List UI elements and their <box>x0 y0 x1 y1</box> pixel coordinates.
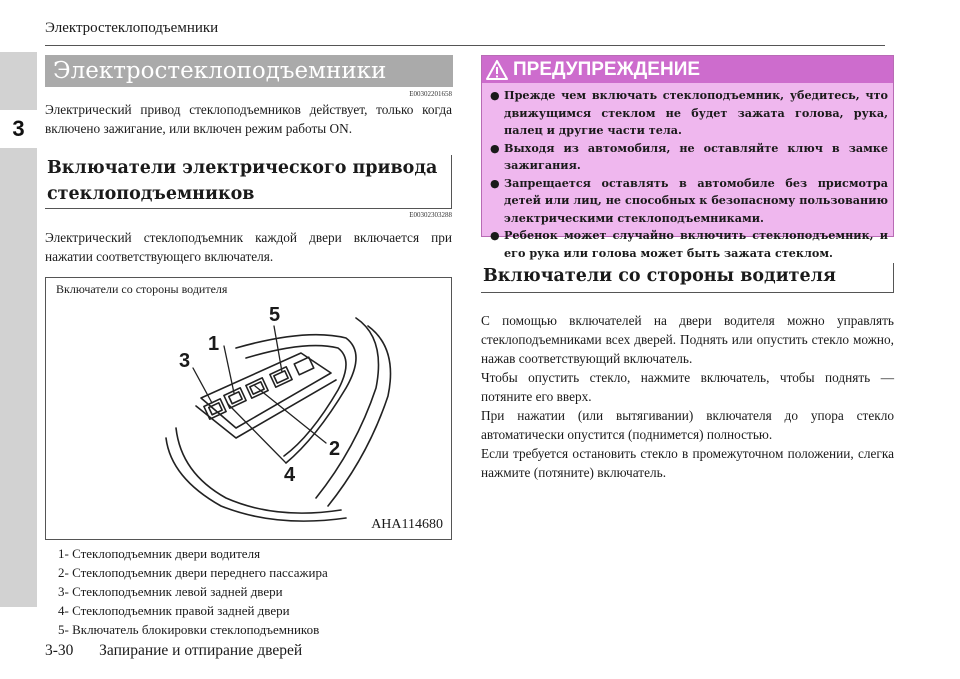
paragraph: С помощью включателей на двери водителя можно управлять стеклоподъемниками всех дверей. Поднять или опустить стекло можно, нажав соответствующий включатель. <box>481 313 894 366</box>
warning-header <box>482 56 893 83</box>
subhead-driver-switches: Включатели со стороны водителя <box>481 263 894 293</box>
figure-code: AHA114680 <box>371 517 443 532</box>
bullet-icon: ● <box>490 89 500 102</box>
section-title: Электростеклоподъемники <box>45 55 453 87</box>
footer-page-number: 3-30 <box>45 642 74 659</box>
bullet-icon: ● <box>490 141 500 155</box>
warning-box <box>481 55 894 260</box>
legend-item: 5- Включатель блокировки стеклоподъемников <box>58 622 320 637</box>
callout-2: 2 <box>329 438 341 460</box>
footer-chapter-title: Запирание и отпирание дверей <box>99 642 303 659</box>
code-e00302303288: E00302303288 <box>409 211 452 219</box>
warning-triangle-icon <box>486 60 508 80</box>
code-e00302201658: E00302201658 <box>409 90 452 98</box>
paragraph: При нажатии (или вытягивании) включателя до упора стекло автоматически опустится (поднимется) полностью. <box>481 408 894 442</box>
warning-list <box>490 87 888 262</box>
legend-item: 2- Стеклоподъемник двери переднего пассажира <box>58 565 328 580</box>
intro-paragraph: Электрический привод стеклоподъемников действует, только когда включено зажигание, или включен режим работы ON. <box>45 102 452 136</box>
callout-1: 1 <box>208 333 220 355</box>
right-paragraphs <box>481 311 894 482</box>
legend-item: 4- Стеклоподъемник правой задней двери <box>58 603 290 618</box>
running-header: Электростеклоподъемники <box>45 20 219 36</box>
switches-paragraph: Электрический стеклоподъемник каждой двери включается при нажатии соответствующего включателя. <box>45 230 452 264</box>
warning-item: ● Запрещается оставлять в автомобиле без присмотра детей или лиц, не способных к безопасному пользованию электрическими стеклоподъемниками. <box>490 175 888 228</box>
figure-legend <box>58 544 328 639</box>
warning-item: ● Прежде чем включать стеклоподъемник, убедитесь, что движущимся стеклом не будет зажата голова, рука, палец и другие части тела. <box>490 87 888 140</box>
door-switch-illustration <box>46 278 451 539</box>
callout-5: 5 <box>269 304 281 326</box>
paragraph: Чтобы опустить стекло, нажмите включатель, чтобы поднять — потяните его вверх. <box>481 370 894 404</box>
warning-title: ПРЕДУПРЕЖДЕНИЕ <box>513 58 701 80</box>
header-rule <box>45 45 885 46</box>
warning-item: ● Выходя из автомобиля, не оставляйте ключ в замке зажигания. <box>490 140 888 175</box>
warning-item: ● Ребенок может случайно включить стеклоподъемник, и его рука или голова может быть зажата стеклом. <box>490 227 888 262</box>
figure-caption: Включатели со стороны водителя <box>56 282 228 296</box>
chapter-tab: 3 <box>0 110 37 148</box>
footer <box>45 642 302 660</box>
bullet-icon: ● <box>490 176 500 190</box>
subhead-switches: Включатели электрического привода стеклоподъемников <box>45 155 452 209</box>
callout-3: 3 <box>179 350 191 372</box>
legend-item: 1- Стеклоподъемник двери водителя <box>58 546 261 561</box>
callout-4: 4 <box>284 464 296 486</box>
paragraph: Если требуется остановить стекло в промежуточном положении, слегка нажмите (потяните) включатель. <box>481 446 894 480</box>
legend-item: 3- Стеклоподъемник левой задней двери <box>58 584 283 599</box>
figure-driver-switches <box>45 277 452 540</box>
bullet-icon: ● <box>490 229 500 242</box>
